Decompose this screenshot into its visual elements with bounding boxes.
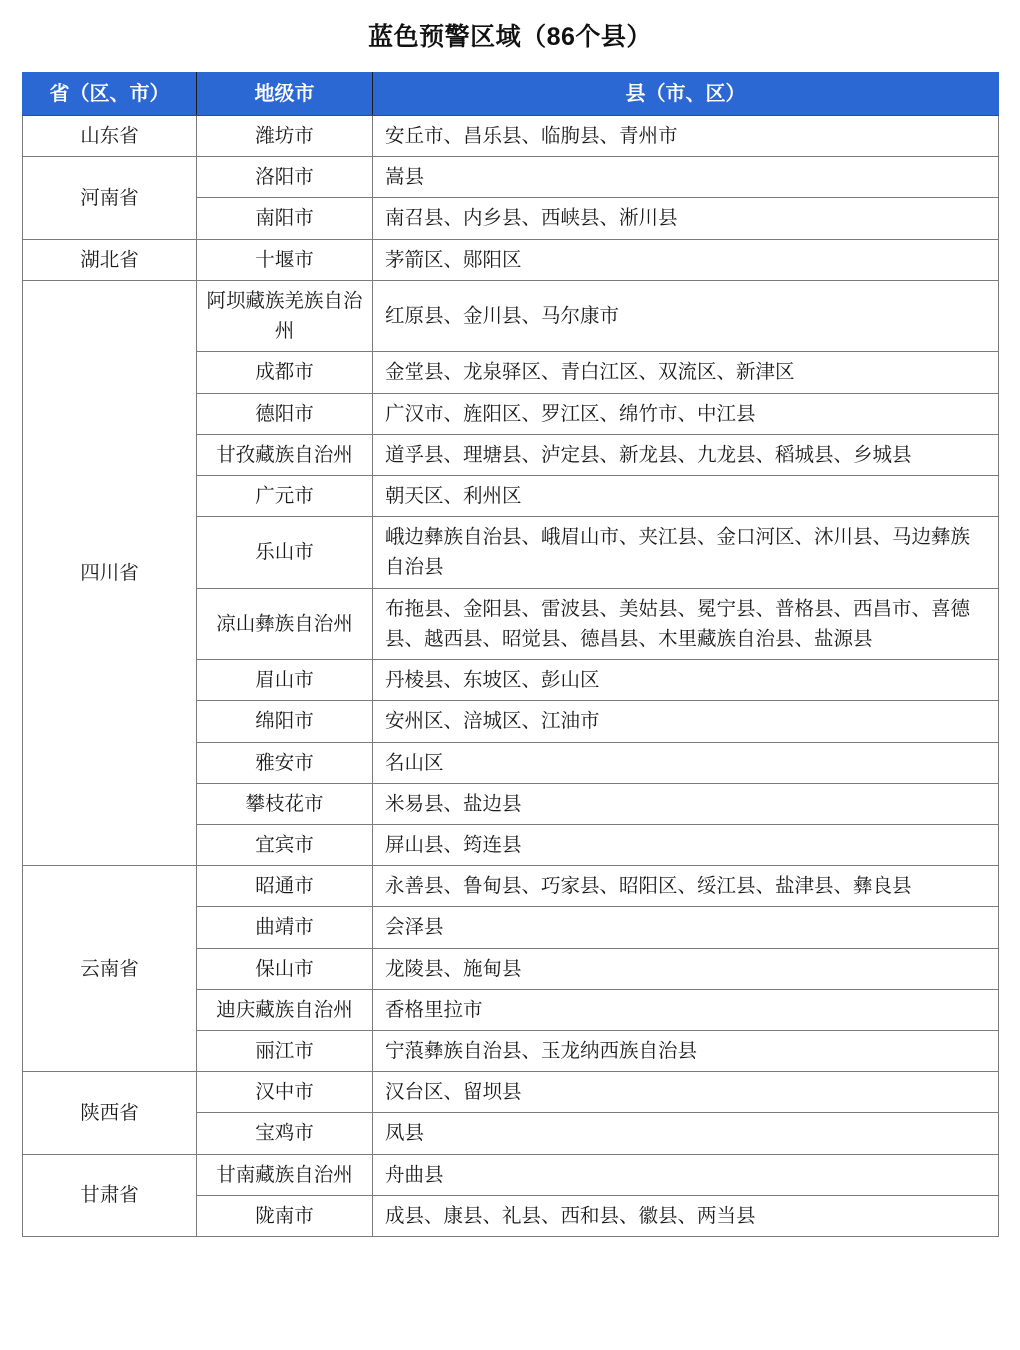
counties-cell: 永善县、鲁甸县、巧家县、昭阳区、绥江县、盐津县、彝良县 [373,866,999,907]
city-cell: 眉山市 [197,660,373,701]
counties-cell: 香格里拉市 [373,989,999,1030]
city-cell: 保山市 [197,948,373,989]
city-cell: 攀枝花市 [197,783,373,824]
counties-cell: 南召县、内乡县、西峡县、淅川县 [373,198,999,239]
table-body [23,116,999,1237]
city-cell: 成都市 [197,352,373,393]
city-cell: 宜宾市 [197,824,373,865]
counties-cell: 峨边彝族自治县、峨眉山市、夹江县、金口河区、沐川县、马边彝族自治县 [373,517,999,588]
page-title: 蓝色预警区域（86个县） [368,23,652,51]
province-cell: 湖北省 [23,239,197,280]
table-row [23,239,999,280]
city-cell: 宝鸡市 [197,1113,373,1154]
counties-cell: 米易县、盐边县 [373,783,999,824]
warning-area-table [22,72,999,1237]
column-header-city: 地级市 [197,73,373,116]
table-row [23,157,999,198]
city-cell: 凉山彝族自治州 [197,588,373,659]
city-cell: 十堰市 [197,239,373,280]
city-cell: 雅安市 [197,742,373,783]
counties-cell: 道孚县、理塘县、泸定县、新龙县、九龙县、稻城县、乡城县 [373,434,999,475]
city-cell: 陇南市 [197,1195,373,1236]
city-cell: 南阳市 [197,198,373,239]
city-cell: 潍坊市 [197,116,373,157]
counties-cell: 安州区、涪城区、江油市 [373,701,999,742]
counties-cell: 名山区 [373,742,999,783]
city-cell: 乐山市 [197,517,373,588]
city-cell: 甘南藏族自治州 [197,1154,373,1195]
city-cell: 德阳市 [197,393,373,434]
table-row [23,116,999,157]
province-cell: 陕西省 [23,1072,197,1154]
province-cell: 云南省 [23,866,197,1072]
city-cell: 汉中市 [197,1072,373,1113]
table-row [23,280,999,351]
counties-cell: 成县、康县、礼县、西和县、徽县、两当县 [373,1195,999,1236]
city-cell: 阿坝藏族羌族自治州 [197,280,373,351]
counties-cell: 朝天区、利州区 [373,475,999,516]
counties-cell: 凤县 [373,1113,999,1154]
counties-cell: 丹棱县、东坡区、彭山区 [373,660,999,701]
table-container [0,72,1020,1237]
table-header [23,73,999,116]
counties-cell: 舟曲县 [373,1154,999,1195]
city-cell: 广元市 [197,475,373,516]
table-row [23,866,999,907]
province-cell: 甘肃省 [23,1154,197,1236]
city-cell: 丽江市 [197,1031,373,1072]
table-row [23,1072,999,1113]
counties-cell: 屏山县、筠连县 [373,824,999,865]
province-cell: 山东省 [23,116,197,157]
column-header-counties: 县（市、区） [373,73,999,116]
city-cell: 曲靖市 [197,907,373,948]
counties-cell: 会泽县 [373,907,999,948]
city-cell: 洛阳市 [197,157,373,198]
city-cell: 甘孜藏族自治州 [197,434,373,475]
counties-cell: 龙陵县、施甸县 [373,948,999,989]
counties-cell: 嵩县 [373,157,999,198]
counties-cell: 广汉市、旌阳区、罗江区、绵竹市、中江县 [373,393,999,434]
table-header-row [23,73,999,116]
counties-cell: 红原县、金川县、马尔康市 [373,280,999,351]
counties-cell: 宁蒗彝族自治县、玉龙纳西族自治县 [373,1031,999,1072]
counties-cell: 安丘市、昌乐县、临朐县、青州市 [373,116,999,157]
city-cell: 绵阳市 [197,701,373,742]
column-header-province: 省（区、市） [23,73,197,116]
city-cell: 昭通市 [197,866,373,907]
city-cell: 迪庆藏族自治州 [197,989,373,1030]
table-row [23,1154,999,1195]
counties-cell: 汉台区、留坝县 [373,1072,999,1113]
counties-cell: 茅箭区、郧阳区 [373,239,999,280]
counties-cell: 布拖县、金阳县、雷波县、美姑县、冕宁县、普格县、西昌市、喜德县、越西县、昭觉县、德昌县、木里藏族自治县、盐源县 [373,588,999,659]
province-cell: 河南省 [23,157,197,239]
counties-cell: 金堂县、龙泉驿区、青白江区、双流区、新津区 [373,352,999,393]
province-cell: 四川省 [23,280,197,865]
